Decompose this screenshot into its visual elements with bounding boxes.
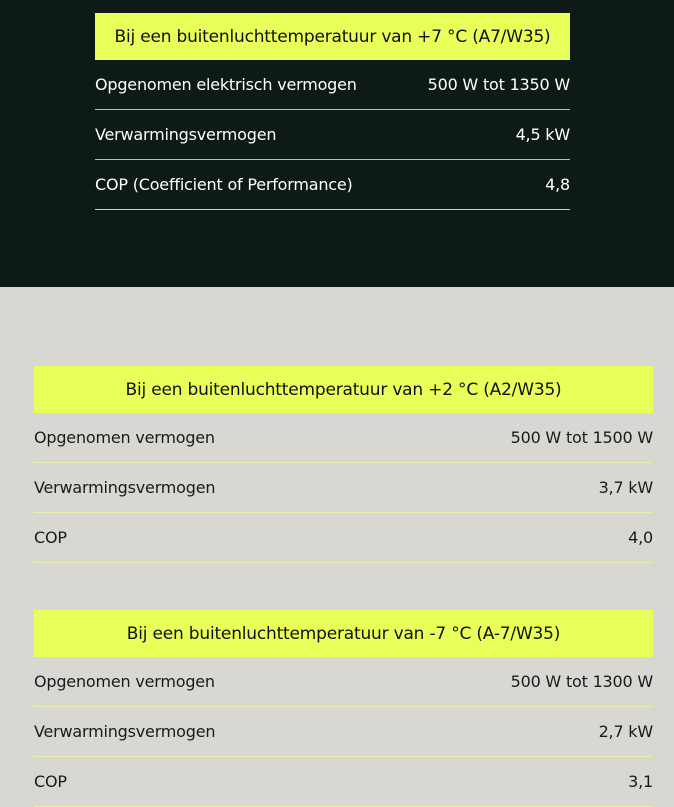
row-label: COP (Coefficient of Performance): [95, 175, 353, 194]
table-row: [34, 707, 653, 757]
row-label: Opgenomen vermogen: [34, 428, 215, 447]
row-label: Opgenomen elektrisch vermogen: [95, 75, 357, 94]
table-row: [34, 657, 653, 707]
table-row: [34, 463, 653, 513]
table-header: Bij een buitenluchttemperatuur van -7 °C (A-7/W35): [34, 610, 653, 657]
row-value: 500 W tot 1350 W: [427, 75, 570, 94]
row-value: 2,7 kW: [598, 722, 653, 741]
row-value: 3,1: [628, 772, 653, 791]
spec-table-a-minus7: [34, 610, 653, 807]
row-label: Opgenomen vermogen: [34, 672, 215, 691]
table-row: [34, 513, 653, 563]
row-label: Verwarmingsvermogen: [95, 125, 277, 144]
row-value: 4,8: [545, 175, 570, 194]
spec-table-a7: [95, 13, 570, 210]
table-header: Bij een buitenluchttemperatuur van +7 °C (A7/W35): [95, 13, 570, 60]
table-row: [95, 160, 570, 210]
row-value: 4,0: [628, 528, 653, 547]
row-value: 4,5 kW: [515, 125, 570, 144]
row-value: 500 W tot 1500 W: [510, 428, 653, 447]
table-row: [34, 413, 653, 463]
table-row: [95, 60, 570, 110]
spec-table-a2: [34, 366, 653, 563]
table-row: [95, 110, 570, 160]
row-label: COP: [34, 772, 67, 791]
row-label: COP: [34, 528, 67, 547]
row-value: 500 W tot 1300 W: [510, 672, 653, 691]
table-header: Bij een buitenluchttemperatuur van +2 °C (A2/W35): [34, 366, 653, 413]
row-value: 3,7 kW: [598, 478, 653, 497]
row-label: Verwarmingsvermogen: [34, 478, 216, 497]
row-label: Verwarmingsvermogen: [34, 722, 216, 741]
